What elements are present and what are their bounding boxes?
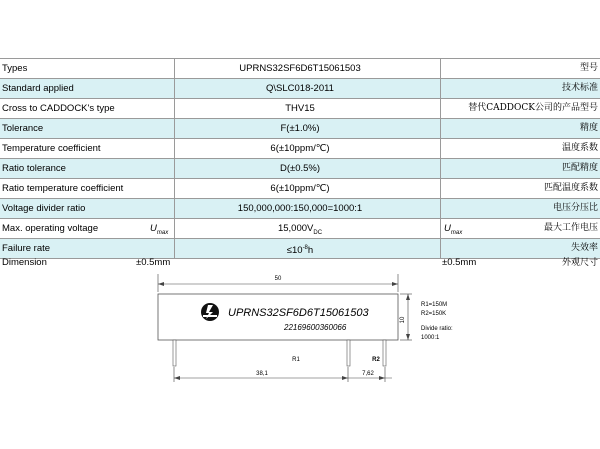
spec-value-text: F(±1.0%)	[280, 123, 320, 134]
dimension-tolerance: ±0.5mm	[136, 257, 171, 268]
r2-label: R2	[372, 357, 380, 363]
spec-label-cn: 精度	[579, 123, 598, 133]
dimension-tolerance-right: ±0.5mm	[442, 257, 477, 268]
spec-label: Voltage divider ratio	[2, 203, 86, 214]
spec-value	[0, 79, 600, 98]
spec-value-superscript: -8	[302, 245, 308, 251]
spec-label-cn: 匹配温度系数	[543, 183, 598, 193]
pitch-2-value: 7,62	[362, 371, 374, 377]
r1-label: R1	[292, 357, 300, 363]
spec-row	[0, 178, 600, 198]
part-number-marking: UPRNS32SF6D6T15061503	[228, 307, 369, 319]
pitch-1-value: 38,1	[256, 371, 268, 377]
lead-right	[383, 340, 386, 366]
spec-table	[0, 58, 600, 259]
umax-letter: U	[444, 223, 451, 234]
divide-ratio-value: 1000:1	[421, 335, 440, 341]
spec-label-cn: 型号	[579, 63, 598, 73]
spec-row	[0, 118, 600, 138]
spec-row	[0, 78, 600, 98]
spec-r2: R2=150K	[421, 311, 447, 317]
length-value: 50	[274, 276, 282, 282]
spec-label-cn: 电压分压比	[552, 203, 598, 213]
dimension-label: Dimension	[2, 257, 47, 268]
spec-label: Failure rate	[2, 243, 51, 254]
spec-label-cn: 最大工作电压	[543, 223, 598, 233]
spec-value-text: 15,000V	[277, 223, 314, 234]
spec-value	[0, 119, 600, 138]
serial-number-marking: 22169600360066	[284, 323, 347, 332]
umax-subscript: max	[450, 229, 463, 236]
spec-value	[0, 159, 600, 178]
spec-value	[0, 59, 600, 78]
lead-middle	[347, 340, 350, 366]
spec-label: Ratio tolerance	[2, 163, 66, 174]
spec-label-cn: 技术标准	[561, 83, 598, 93]
spec-value-text: THV15	[285, 103, 315, 114]
spec-value-text: UPRNS32SF6D6T15061503	[239, 63, 361, 74]
umax-subscript: max	[156, 229, 169, 236]
spec-row	[0, 198, 600, 218]
brand-logo-icon	[201, 303, 219, 321]
umax-letter: U	[150, 223, 157, 234]
spec-value-suffix: h	[307, 245, 314, 257]
spec-value-subscript: DC	[313, 229, 323, 236]
spec-row	[0, 138, 600, 158]
dimension-label-cn: 外观尺寸	[561, 258, 598, 268]
lead-left	[173, 340, 176, 366]
spec-value-text: ≤10	[286, 245, 303, 257]
spec-value-text: Q\SLC018-2011	[266, 83, 334, 94]
spec-row	[0, 98, 600, 118]
spec-label: Temperature coefficient	[2, 143, 101, 154]
spec-label-cn: 匹配精度	[561, 163, 598, 173]
spec-label: Max. operating voltage	[2, 223, 99, 234]
spec-value-text: 6(±10ppm/℃)	[270, 143, 330, 154]
spec-value-text: 150,000,000:150,000=1000:1	[237, 203, 363, 214]
spec-label-cn: 失效率	[570, 243, 598, 253]
height-value: 10	[400, 316, 406, 324]
resistor-outline-drawing	[0, 268, 600, 388]
spec-value-text: D(±0.5%)	[279, 163, 321, 174]
spec-label: Standard applied	[2, 83, 74, 94]
spec-label: Ratio temperature coefficient	[2, 183, 124, 194]
spec-value-text: 6(±10ppm/℃)	[270, 183, 330, 194]
spec-label: Cross to CADDOCK's type	[2, 103, 115, 114]
spec-row	[0, 58, 600, 78]
spec-r1: R1=150M	[421, 302, 448, 308]
divide-ratio-label: Divide ratio:	[421, 326, 453, 332]
spec-value	[0, 199, 600, 218]
spec-label: Tolerance	[2, 123, 44, 134]
spec-label-cn: 温度系数	[561, 143, 598, 153]
spec-row	[0, 218, 600, 238]
spec-label: Types	[2, 63, 28, 74]
spec-row	[0, 158, 600, 178]
spec-value	[0, 139, 600, 158]
spec-value	[0, 179, 600, 198]
spec-label-cn: 替代CADDOCK公司的产品型号	[468, 103, 598, 113]
